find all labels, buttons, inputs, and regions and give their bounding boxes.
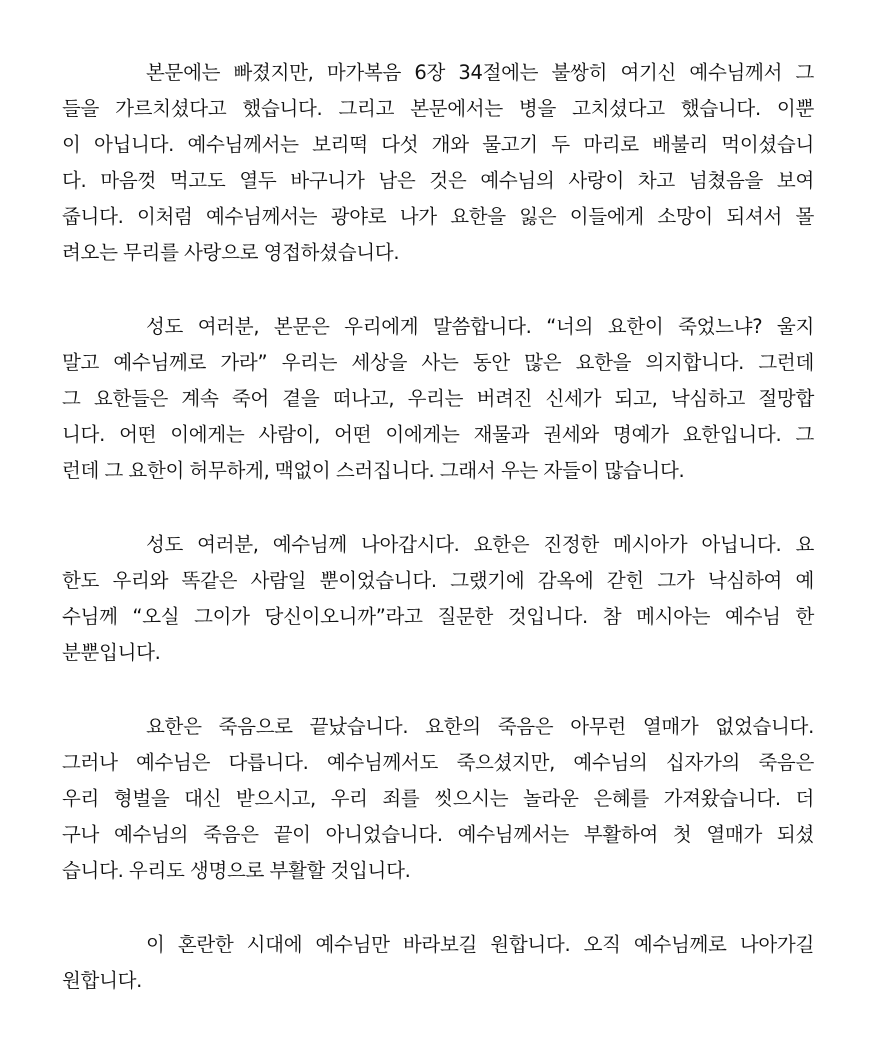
document-body: [62, 55, 814, 1037]
text-line: 다. 마음껏 먹고도 열두 바구니가 남은 것은 예수님의 사랑이 차고 넘쳤음을 보여: [62, 169, 814, 192]
text-line: 그 요한들은 계속 죽어 곁을 떠나고, 우리는 버려진 신세가 되고, 낙심하고 절망합: [62, 387, 814, 410]
paragraph-3: [62, 527, 814, 671]
paragraph-2: [62, 309, 814, 489]
text-line: 그러나 예수님은 다릅니다. 예수님께서도 죽으셨지만, 예수님의 십자가의 죽음은: [62, 751, 814, 774]
text-line: 한도 우리와 똑같은 사람일 뿐이었습니다. 그랬기에 감옥에 갇힌 그가 낙심하여 예: [62, 569, 814, 592]
text-line: 런데 그 요한이 허무하게, 맥없이 스러집니다. 그래서 우는 자들이 많습니다.: [62, 459, 685, 482]
text-line: 우리 형벌을 대신 받으시고, 우리 죄를 씻으시는 놀라운 은혜를 가져왔습니다. 더: [62, 787, 814, 810]
text-line: 수님께 “오실 그이가 당신이오니까”라고 질문한 것입니다. 참 메시아는 예수님 한: [62, 605, 814, 628]
text-line: 니다. 어떤 이에게는 사람이, 어떤 이에게는 재물과 권세와 명예가 요한입니다. 그: [62, 423, 814, 446]
text-line: 원합니다.: [62, 969, 143, 992]
text-line: 요한은 죽음으로 끝났습니다. 요한의 죽음은 아무런 열매가 없었습니다.: [146, 715, 814, 738]
text-line: 구나 예수님의 죽음은 끝이 아니었습니다. 예수님께서는 부활하여 첫 열매가 되셨: [62, 823, 814, 846]
text-line: 말고 예수님께로 가라” 우리는 세상을 사는 동안 많은 요한을 의지합니다. 그런데: [62, 351, 814, 374]
text-line: 성도 여러분, 예수님께 나아갑시다. 요한은 진정한 메시아가 아닙니다. 요: [146, 533, 814, 556]
text-line: 성도 여러분, 본문은 우리에게 말씀합니다. “너의 요한이 죽었느냐? 울지: [146, 315, 814, 338]
text-line: 려오는 무리를 사랑으로 영접하셨습니다.: [62, 241, 400, 264]
text-line: 들을 가르치셨다고 했습니다. 그리고 본문에서는 병을 고치셨다고 했습니다. 이뿐: [62, 97, 814, 120]
text-line: 이 아닙니다. 예수님께서는 보리떡 다섯 개와 물고기 두 마리로 배불리 먹이셨습니: [62, 133, 814, 156]
text-line: 줍니다. 이처럼 예수님께서는 광야로 나가 요한을 잃은 이들에게 소망이 되셔서 몰: [62, 205, 814, 228]
text-line: 분뿐입니다.: [62, 641, 161, 664]
text-line: 본문에는 빠졌지만, 마가복음 6장 34절에는 불쌍히 여기신 예수님께서 그: [146, 61, 814, 84]
text-line: 이 혼란한 시대에 예수님만 바라보길 원합니다. 오직 예수님께로 나아가길: [146, 933, 814, 956]
paragraph-5: [62, 927, 814, 999]
paragraph-4: [62, 709, 814, 889]
text-line: 습니다. 우리도 생명으로 부활할 것입니다.: [62, 859, 411, 882]
paragraph-1: [62, 55, 814, 271]
